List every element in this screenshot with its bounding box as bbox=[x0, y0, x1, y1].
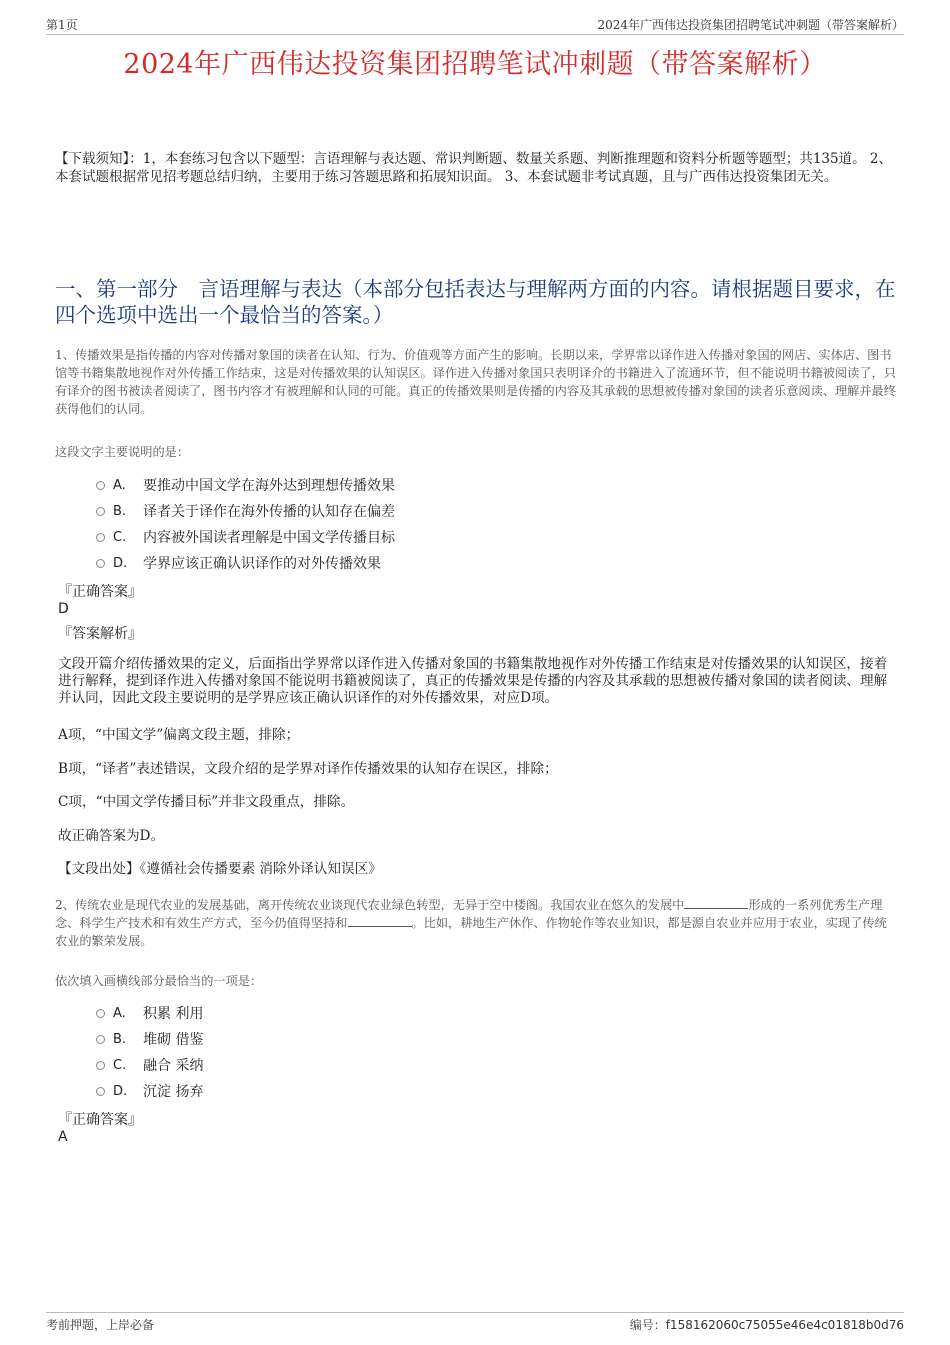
page-title: 2024年广西伟达投资集团招聘笔试冲刺题（带答案解析） bbox=[123, 49, 827, 80]
page-number: 第1页 bbox=[46, 18, 78, 32]
analysis-text: 文段开篇介绍传播效果的定义，后面指出学界常以译作进入传播对象国的书籍集散地视作对外传播工作结束是对传播效果的认知误区，接着进行解释，提到译作进入传播对象国不能说明书籍被阅读了，真正的传播效果是传播的内容及其承载的思想被传播对象国的读者阅读、理解并认同，因此文段主要说明的是学界应该正确认识译作的对外传播效果，对应D项。 bbox=[58, 656, 888, 706]
source-citation: 【文段出处】《遵循社会传播要素 消除外译认知误区》 bbox=[58, 861, 382, 877]
answer-label: 『正确答案』 bbox=[58, 1112, 142, 1128]
radio-icon[interactable] bbox=[96, 1009, 105, 1018]
option-d[interactable]: D. 沉淀 扬弃 bbox=[96, 1078, 203, 1104]
option-text: 译者关于译作在海外传播的认知存在偏差 bbox=[143, 504, 395, 520]
footer-slogan: 考前押题，上岸必备 bbox=[46, 1318, 155, 1332]
question-1-stem: 1、传播效果是指传播的内容对传播对象国的读者在认知、行为、价值观等方面产生的影响。长期以来，学界常以译作进入传播对象国的网店、实体店、图书馆等书籍集散地视作对外传播工作结束，这是对传播效果的认知误区。译作进入传播对象国只表明译介的书籍进入了流通环节，但不能说明书籍被阅读了，只有译介的图书被读者阅读了，图书内容才有被理解和认同的可能。真正的传播效果则是传播的内容及其承载的思想被传播对象国的读者乐意阅读、理解并最终获得他们的认同。 bbox=[55, 348, 896, 416]
radio-icon[interactable] bbox=[96, 533, 105, 542]
option-text: 沉淀 扬弃 bbox=[143, 1084, 204, 1100]
question-2-stem: 2、传统农业是现代农业的发展基础，离开传统农业谈现代农业绿色转型，无异于空中楼阁。我国农业在悠久的发展中 形成的一系列优秀生产理念、科学生产技术和有效生产方式，至今仍值得坚持和 。比如，耕地生产休作、作物轮作等农业知识，都是源自农业并应用于农业，实现了传统农业的繁荣发展。 bbox=[55, 898, 887, 948]
fill-blank-2 bbox=[348, 916, 412, 927]
radio-icon[interactable] bbox=[96, 559, 105, 568]
analysis-note-b: B项，“译者”表述错误，文段介绍的是学界对译作传播效果的认知存在误区，排除； bbox=[58, 761, 558, 777]
option-b[interactable]: B. 译者关于译作在海外传播的认知存在偏差 bbox=[96, 498, 395, 524]
option-text: 要推动中国文学在海外达到理想传播效果 bbox=[143, 478, 395, 494]
radio-icon[interactable] bbox=[96, 1035, 105, 1044]
analysis-conclusion: 故正确答案为D。 bbox=[58, 828, 165, 844]
option-text: 堆砌 借鉴 bbox=[143, 1032, 204, 1048]
radio-icon[interactable] bbox=[96, 481, 105, 490]
question-1-options bbox=[96, 472, 395, 576]
fill-blank-1 bbox=[684, 898, 748, 909]
radio-icon[interactable] bbox=[96, 1061, 105, 1070]
analysis-note-a: A项，“中国文学”偏离文段主题，排除； bbox=[58, 727, 300, 743]
option-c[interactable]: C. 内容被外国读者理解是中国文学传播目标 bbox=[96, 524, 395, 550]
radio-icon[interactable] bbox=[96, 507, 105, 516]
answer-value: A bbox=[58, 1129, 68, 1145]
download-notice: 【下载须知】：1，本套练习包含以下题型：言语理解与表达题、常识判断题、数量关系题、判断推理题和资料分析题等题型；共135道。 2、本套试题根据常见招考题总结归纳，主要用于练习答题思路和拓展知识面。 3、本套试题非考试真题，且与广西伟达投资集团无关。 bbox=[55, 151, 892, 185]
header-doc-title: 2024年广西伟达投资集团招聘笔试冲刺题（带答案解析） bbox=[597, 18, 904, 32]
question-1-prompt: 这段文字主要说明的是： bbox=[55, 445, 190, 459]
option-text: 融合 采纳 bbox=[143, 1058, 204, 1074]
page-footer bbox=[46, 1312, 904, 1332]
option-a[interactable]: A. 积累 利用 bbox=[96, 1000, 203, 1026]
radio-icon[interactable] bbox=[96, 1087, 105, 1096]
analysis-note-c: C项，“中国文学传播目标”并非文段重点，排除。 bbox=[58, 794, 355, 810]
section-heading: 一、第一部分 言语理解与表达（本部分包括表达与理解两方面的内容。请根据题目要求，在四个选项中选出一个最恰当的答案。） bbox=[55, 277, 896, 327]
option-a[interactable]: A. 要推动中国文学在海外达到理想传播效果 bbox=[96, 472, 395, 498]
answer-label: 『正确答案』 bbox=[58, 584, 142, 600]
option-b[interactable]: B. 堆砌 借鉴 bbox=[96, 1026, 203, 1052]
answer-value: D bbox=[58, 601, 69, 617]
option-text: 学界应该正确认识译作的对外传播效果 bbox=[143, 556, 381, 572]
option-text: 积累 利用 bbox=[143, 1006, 204, 1022]
option-d[interactable]: D. 学界应该正确认识译作的对外传播效果 bbox=[96, 550, 395, 576]
option-text: 内容被外国读者理解是中国文学传播目标 bbox=[143, 530, 395, 546]
page-header bbox=[46, 14, 904, 35]
footer-serial: 编号：f158162060c75055e46e4c01818b0d76 bbox=[629, 1318, 904, 1332]
question-2-prompt: 依次填入画横线部分最恰当的一项是： bbox=[55, 974, 263, 988]
question-2-options bbox=[96, 1000, 203, 1104]
analysis-label: 『答案解析』 bbox=[58, 626, 142, 642]
option-c[interactable]: C. 融合 采纳 bbox=[96, 1052, 203, 1078]
